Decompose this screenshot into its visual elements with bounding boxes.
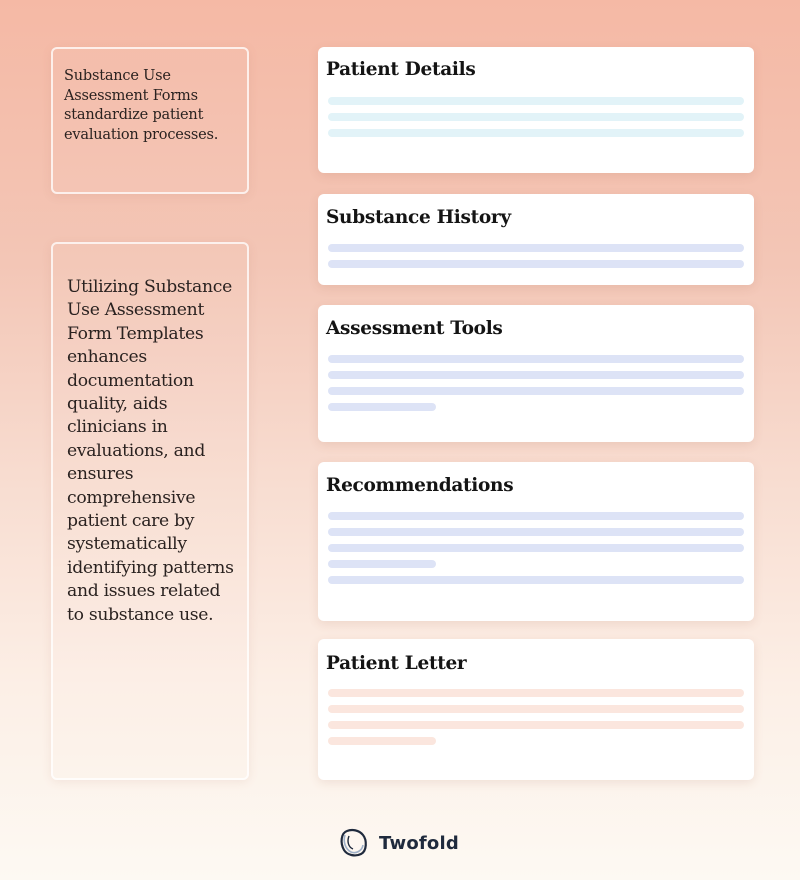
placeholder-line <box>328 512 744 520</box>
intro-card <box>51 47 249 194</box>
placeholder-line <box>328 528 744 536</box>
section-title-recommendations: Recommendations <box>326 475 514 496</box>
placeholder-line <box>328 560 436 568</box>
placeholder-line <box>328 129 744 137</box>
benefit-text: Utilizing Substance Use Assessment Form Templates enhances documentation quality, aids clinicians in evaluations, and ensures comprehensive patient care by systematically identifying patterns and issues related to substance use. <box>67 277 234 625</box>
placeholder-line <box>328 97 744 105</box>
section-title-substance-history: Substance History <box>326 207 511 228</box>
patient-details-card <box>318 47 754 173</box>
placeholder-line <box>328 355 744 363</box>
twofold-logo-icon <box>338 827 370 859</box>
brand-name: Twofold <box>379 832 459 854</box>
brand-footer <box>338 826 459 860</box>
placeholder-line <box>328 737 436 745</box>
benefit-card <box>51 242 249 780</box>
placeholder-line <box>328 544 744 552</box>
substance-history-card <box>318 194 754 285</box>
placeholder-line <box>328 260 744 268</box>
placeholder-line <box>328 721 744 729</box>
intro-text: Substance Use Assessment Forms standardize patient evaluation processes. <box>64 68 219 143</box>
placeholder-line <box>328 113 744 121</box>
placeholder-line <box>328 403 436 411</box>
assessment-tools-card <box>318 305 754 442</box>
placeholder-line <box>328 387 744 395</box>
recommendations-card <box>318 462 754 621</box>
placeholder-line <box>328 371 744 379</box>
section-title-assessment-tools: Assessment Tools <box>326 318 503 339</box>
placeholder-line <box>328 244 744 252</box>
section-title-patient-details: Patient Details <box>326 59 476 80</box>
patient-letter-card <box>318 639 754 780</box>
placeholder-line <box>328 576 744 584</box>
placeholder-line <box>328 689 744 697</box>
section-title-patient-letter: Patient Letter <box>326 653 467 674</box>
placeholder-line <box>328 705 744 713</box>
